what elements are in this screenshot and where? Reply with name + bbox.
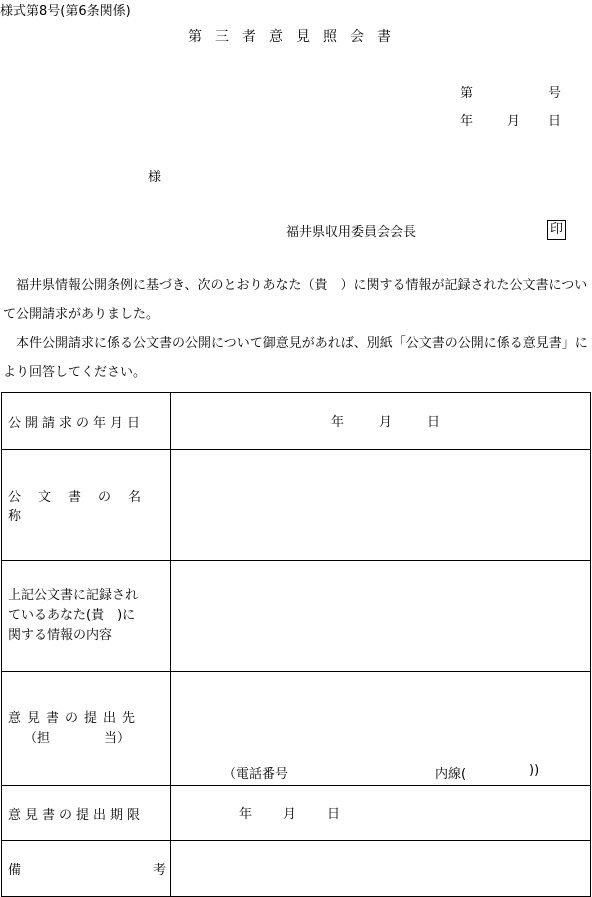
submit-to-value-cell[interactable] [171,672,591,786]
body-paragraph-1 [3,271,592,329]
remarks-label-left: 備 [8,863,22,878]
doc-name-label-cell [2,450,171,561]
request-date-year: 年 [331,415,345,430]
deadline-value-cell[interactable] [171,786,591,841]
row-submit-to [2,672,591,786]
row-document-name [2,450,591,561]
body-paragraph-2-text: 本件公開請求に係る公文書の公開について御意見があれば、別紙「公文書の公開に係る意見書」により回答してください。 [3,336,588,380]
doc-name-label: 公文書の名称 [8,490,159,524]
deadline-label-cell [2,786,171,841]
ext-label: 内線( [435,767,467,782]
row-request-date [2,393,591,450]
document-number-line [460,82,562,101]
body-paragraph-2 [3,329,592,387]
row-remarks [2,841,591,897]
info-content-value-cell[interactable] [171,561,591,672]
request-date-month: 月 [379,415,393,430]
deadline-fields [171,803,590,823]
deadline-month: 月 [283,807,297,822]
tel-line [223,763,592,781]
body-paragraph-1-text: 福井県情報公開条例に基づき、次のとおりあなた（貴 ）に関する情報が記録された公文書について公開請求がありました。 [3,278,588,322]
seal-mark: 印 [547,220,566,240]
remarks-value-cell[interactable] [171,841,591,897]
number-suffix: 号 [548,86,562,101]
submit-to-label: 意見書の提出先 [8,710,142,726]
inquiry-table [1,392,591,897]
issue-year: 年 [460,114,474,129]
sender-name: 福井県収用委員会会長 [286,225,417,240]
deadline-day: 日 [327,807,341,822]
number-prefix: 第 [460,86,474,101]
info-content-label-line-2: ているあなた(貴 )に [8,608,136,623]
ext-close: )) [529,763,540,778]
doc-name-value-cell[interactable] [171,450,591,561]
request-date-label-cell [2,393,171,450]
submit-to-sub-label [8,729,166,749]
issue-month: 月 [507,114,521,129]
request-date-label-text: 公開請求の年月日 [8,415,145,431]
addressee-honorific: 様 [148,170,162,185]
request-date-fields [171,411,590,431]
form-number: 様式第8号(第6条関係) [0,4,131,19]
submit-to-label-cell [2,672,171,786]
tel-label: （電話番号 [223,767,289,782]
remarks-label-right: 考 [152,863,166,878]
submit-to-sub-open: （担 [24,730,51,746]
remarks-label-cell [2,841,171,897]
document-title: 第三者意見照会書 [188,29,404,45]
request-date-label [8,412,166,431]
submit-to-sub-close: 当） [104,730,131,746]
row-info-content [2,561,591,672]
info-content-label-cell [2,561,171,672]
info-content-label-line-1: 上記公文書に記録され [8,588,139,603]
remarks-label [8,859,166,878]
deadline-label: 意見書の提出期限 [8,807,145,823]
request-date-day: 日 [427,415,441,430]
row-deadline [2,786,591,841]
request-date-value-cell[interactable] [171,393,591,450]
deadline-year: 年 [239,807,253,822]
issue-day: 日 [548,114,562,129]
info-content-label-line-3: 関する情報の内容 [8,628,113,643]
